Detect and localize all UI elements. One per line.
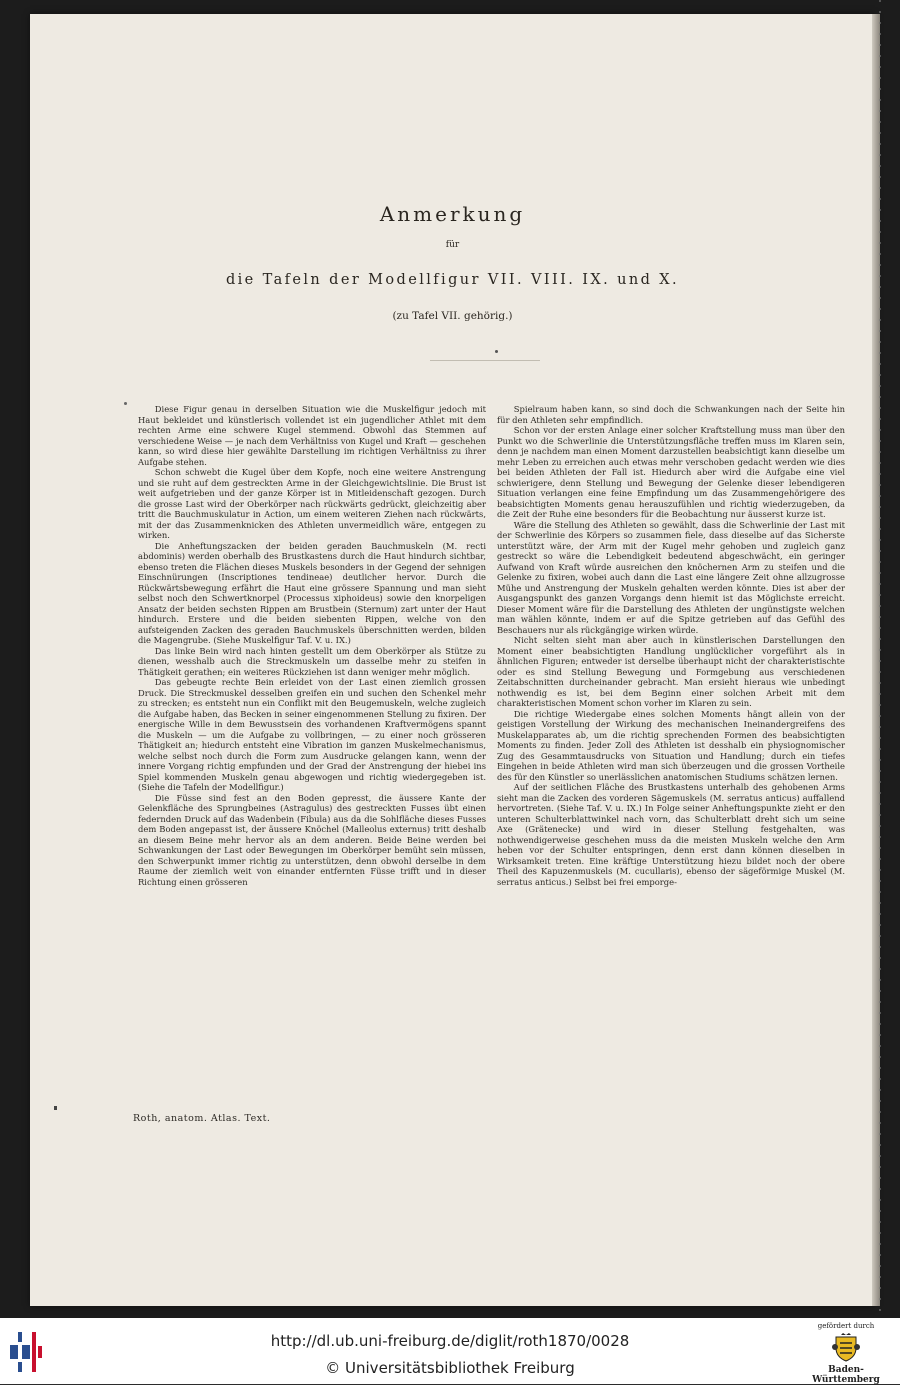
paragraph: Diese Figur genau in derselben Situation wie die Muskelfigur jedoch mit Haut bekleidet und künstlerisch vollendet ist ein jugendlicher Athlet mit dem rechten Arme eine schwere Kugel stemmend. Obwohl das Stemmen auf verschiedene Weise — je nach dem Verhältniss von Kugel und Kraft — geschehen kann, so wird diese hier gewählte Darstellung im richtigen Verhältniss zu ihrer Aufgabe stehen. (138, 404, 486, 467)
paragraph: Die Füsse sind fest an den Boden gepresst, die äussere Kante der Gelenkfläche des Sprungbeines (Astragulus) des gestreckten Fusses übt einen federnden Druck auf das Wadenbein (Fibula) aus da die Sohlfläche dieses Fusses dem Boden angepasst ist, der äussere Knöchel (Malleolus externus) tritt deshalb an diesem Beine mehr hervor als an dem anderen. Beide Beine werden bei Schwankungen der Last oder Bewegungen im Oberkörper bemüht sein müssen, den Schwerpunkt immer richtig zu unterstützen, denn obwohl derselbe in dem Raume der ziemlich weit von einander entfernten Füsse trifft und in dieser Richtung einen grösseren (138, 792, 486, 887)
paragraph: Die richtige Wiedergabe eines solchen Moments hängt allein von der geistigen Vorstellung der Wirkung des mechanischen Ineinandergreifens des Muskelapparates ab, um die richtig sprechenden Formen des beabsichtigten Moments zu finden. Jeder Zoll des Athleten ist desshalb ein physiognomischer Zug des Gesammtausdrucks von Situation und Handlung; durch ein tiefes Eingehen in beide Athleten wird man sich überzeugen und die grossen Vortheile des für den Künstler so unerlässlichen anatomischen Studiums schätzen lernen. (497, 708, 845, 782)
paragraph: Das gebeugte rechte Bein erleidet von der Last einen ziemlich grossen Druck. Die Streckmuskel desselben greifen ein und suchen den Schenkel mehr zu strecken; es entsteht nun ein Conflikt mit den Beugemuskeln, welche zugleich die Aufgabe haben, das Becken in seiner eingenommenen Stellung zu fixiren. Der energische Wille in dem Bewusstsein des vorhandenen Kraftvermögens spannt die Muskeln — um die Aufgabe zu vollbringen, — zu einer noch grösseren Thätigkeit an; hiedurch entsteht eine Vibration im ganzen Muskelmechanismus, welche selbst noch durch die Form zum Ausdrucke gelangen kann, wenn der innere Vorgang richtig empfunden und der Grad der Anstrengung der hiebei ins Spiel kommenden Muskeln genau abgewogen und richtig wiedergegeben ist. (Siehe die Tafeln der Modellfigur.) (138, 677, 486, 792)
page-title: Anmerkung (379, 202, 526, 226)
document-page (30, 14, 875, 1306)
viewer-bar (0, 1318, 900, 1384)
paragraph: Schon vor der ersten Anlage einer solcher Kraftstellung muss man über den Punkt wo die Schwerlinie die Unterstützungsfläche treffen muss im Klaren sein, denn je nachdem man einen Moment darzustellen beabsichtigt kann dieselbe um mehr Leben zu erreichen auch etwas mehr verschoben gedacht werden wie dies bei beiden Athleten der Fall ist. Hiedurch aber wird die Aufgabe eine viel schwierigere, denn Stellung und Bewegung der Gelenke dieser lebendigeren Situation verlangen eine feine Empfindung um das Zusammengehörigere des beabsichtigten Moments genau herauszufühlen und richtig wiederzugeben, da die Zeit der Ruhe eine besonders für die Beobachtung nur äusserst kurze ist. (497, 425, 845, 519)
binding-edge (876, 0, 884, 1318)
permalink-url[interactable]: http://dl.ub.uni-freiburg.de/diglit/roth1870/0028 (270, 1332, 630, 1350)
paragraph: Nicht selten sieht man aber auch in künstlerischen Darstellungen den Moment einer beabsichtigten Handlung unglücklicher vorgeführt als in ähnlichen Figuren; entweder ist derselbe überhaupt nicht der charakteristischte oder es sind Stellung Bewegung und Formgebung aus verschiedenen Zeitabschnitten durcheinander gebracht. Man ersieht hieraus wie unbedingt nothwendig es ist, bei dem Beginn einer solchen Arbeit mit dem charakteristischen Moment schon vorher im Klaren zu sein. (497, 635, 845, 708)
paragraph: Wäre die Stellung des Athleten so gewählt, dass die Schwerlinie der Last mit der Schwerlinie des Körpers so zusammen fiele, dass dieselbe auf das Sicherste unterstützt wäre, der Arm mit der Kugel mehr gehoben und zugleich ganz gestreckt so wäre die Lebendigkeit bedeutend abgeschwächt, ein geringer Aufwand von Kraft würde ausreichen den knöchernen Arm zu steifen und die Gelenke zu fixiren, wobei auch dann die Last eine längere Zeit ohne allzugrosse Mühe und Anstrengung der Muskeln gehalten werden könnte. Dies ist aber der Ausgangspunkt des ganzen Vorgangs denn hiemit ist das Möglichste erreicht. Dieser Moment wäre für die Darstellung des Athleten der ungünstigste welchen man wählen könnte, indem er auf die Spitze getrieben auf das Gefühl des Beschauers nur als rückgängige wirken würde. (497, 519, 845, 635)
print-speck (124, 402, 127, 405)
text-column-left (138, 404, 486, 887)
page-subtitle: die Tafeln der Modellfigur VII. VIII. IX. und X. (225, 272, 680, 288)
baden-wuerttemberg-crest-icon (831, 1333, 861, 1363)
paragraph: Die Anheftungszacken der beiden geraden Bauchmuskeln (M. recti abdominis) werden oberhalb des Brustkastens durch die Haut hindurch sichtbar, ebenso treten die Flächen dieses Muskels besonders in der Gegend der sehnigen Einschnürungen (Inscriptiones tendineae) deutlicher hervor. Durch die Rückwärtsbewegung erfährt die Haut eine grössere Spannung und man sieht selbst noch den Schwertknorpel (Processus xiphoideus) sowie den knorpeligen Ansatz der beiden sechsten Rippen am Brustbein (Sternum) zart unter der Haut hindurch. Erstere und die beiden siebenten Rippen, welche von den aufsteigenden Zacken des geraden Bauchmuskels überschnitten werden, bilden die Magengrube. (Siehe Muskelfigur Taf. V. u. IX.) (138, 540, 486, 645)
sponsor-name: Baden-Württemberg (812, 1365, 880, 1385)
print-speck (495, 350, 498, 353)
plate-note: (zu Tafel VII. gehörig.) (392, 310, 513, 322)
page-footer: Roth, anatom. Atlas. Text. (133, 1113, 271, 1124)
print-speck (54, 1106, 57, 1110)
title-connector: für (445, 240, 460, 250)
paragraph: Spielraum haben kann, so sind doch die Schwankungen nach der Seite hin für den Athleten sehr empfindlich. (497, 404, 845, 425)
sponsor-caption: gefördert durch (817, 1322, 875, 1330)
paragraph: Schon schwebt die Kugel über dem Kopfe, noch eine weitere Anstrengung und sie ruht auf dem gestreckten Arme in der Gleichgewichtslinie. Die Brust ist weit aufgetrieben und der ganze Körper ist in Mitleidenschaft gezogen. Durch die grosse Last wird der Oberkörper nach rückwärts gedrückt, gleichzeitig aber tritt die Bauchmuskulatur in Action, um einem weiteren Ziehen nach rückwärts, mit der das Zusammenknicken des Athleten unvermeidlich wäre, entgegen zu wirken. (138, 467, 486, 540)
copyright-notice: © Universitätsbibliothek Freiburg (325, 1359, 575, 1377)
divider-rule (430, 360, 540, 361)
sponsor-block (798, 1322, 894, 1385)
text-column-right (497, 404, 845, 887)
paragraph: Das linke Bein wird nach hinten gestellt um dem Oberkörper als Stütze zu dienen, wesshalb auch die Streckmuskeln um dasselbe mehr zu steifen in Thätigkeit gerathen; ein weiteres Rückziehen ist dann weniger mehr möglich. (138, 645, 486, 677)
paragraph: Auf der seitlichen Fläche des Brustkastens unterhalb des gehobenen Arms sieht man die Zacken des vorderen Sägemuskels (M. serratus anticus) auffallend hervortreten. (Siehe Taf. V. u. IX.) In Folge seiner Anheftungspunkte zieht er den unteren Schulterblattwinkel nach vorn, das Schulterblatt dreht sich um seine Axe (Grätenecke) und wird in dieser Stellung festgehalten, was nothwendigerweise geschehen muss da die meisten Muskeln welche den Arm heben vor der Schulter entspringen, denn erst dann können dieselben in Wirksamkeit treten. Eine kräftige Unterstützung hiezu bildet noch der obere Theil des Kapuzenmuskels (M. cucullaris), ebenso der sägeförmige Muskel (M. serratus anticus.) Selbst bei frei emporge- (497, 782, 845, 887)
